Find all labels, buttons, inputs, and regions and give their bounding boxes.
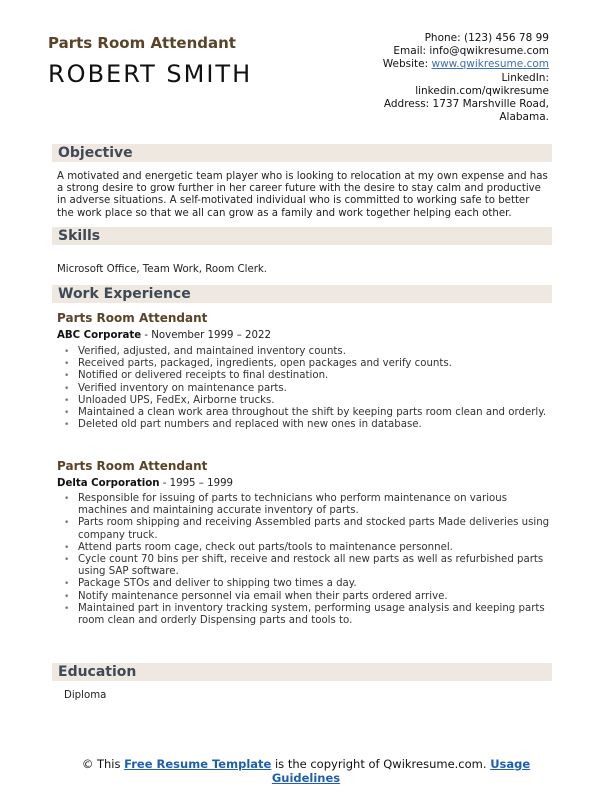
section-heading-objective: Objective bbox=[52, 144, 552, 162]
contact-website-label: Website: bbox=[382, 58, 432, 71]
contact-block bbox=[383, 32, 549, 124]
contact-email: Email: info@qwikresume.com bbox=[393, 45, 549, 58]
footer-middle: is the copyright of Qwikresume.com. bbox=[271, 757, 491, 771]
list-item: • Notify maintenance personnel via email when their parts ordered arrive. bbox=[62, 591, 550, 603]
contact-address-line2: Alabama. bbox=[499, 111, 549, 124]
contact-address-line1: Address: 1737 Marshville Road, bbox=[383, 98, 549, 111]
list-item: • Responsible for issuing of parts to technicians who perform maintenance on various machines and maintaining accurate inventory of parts. bbox=[62, 493, 550, 517]
list-item: • Received parts, packaged, ingredients, open packages and verify counts. bbox=[62, 358, 550, 370]
website-link[interactable]: www.qwikresume.com bbox=[431, 58, 549, 71]
list-item: • Unloaded UPS, FedEx, Airborne trucks. bbox=[62, 395, 550, 407]
list-item: • Maintained a clean work area throughout the shift by keeping parts room clean and orderly. bbox=[62, 407, 550, 419]
job-title-1: Parts Room Attendant bbox=[57, 311, 208, 325]
list-item: • Verified, adjusted, and maintained inventory counts. bbox=[62, 346, 550, 358]
list-item: • Deleted old part numbers and replaced with new ones in database. bbox=[62, 419, 550, 431]
contact-linkedin-label: LinkedIn: bbox=[501, 71, 549, 84]
company-name-1: ABC Corporate bbox=[57, 330, 142, 341]
job-dates-2: - 1995 – 1999 bbox=[159, 478, 234, 489]
contact-linkedin-value: linkedin.com/qwikresume bbox=[415, 84, 549, 97]
list-item: • Cycle count 70 bins per shift, receive and restock all new parts as well as refurbished parts using SAP software. bbox=[62, 554, 550, 578]
skills-text: Microsoft Office, Team Work, Room Clerk. bbox=[57, 264, 268, 275]
copyright-footer bbox=[0, 757, 612, 785]
list-item: • Parts room shipping and receiving Assembled parts and stocked parts Made deliveries using company truck. bbox=[62, 517, 550, 541]
list-item: • Notified or delivered receipts to final destination. bbox=[62, 370, 550, 382]
education-text: Diploma bbox=[64, 690, 107, 701]
job-title-2: Parts Room Attendant bbox=[57, 459, 208, 473]
job-bullets-1 bbox=[62, 346, 550, 431]
usage-link-part1: Usage bbox=[490, 757, 531, 771]
contact-phone: Phone: (123) 456 78 99 bbox=[424, 32, 549, 44]
list-item: • Package STOs and deliver to shipping two times a day. bbox=[62, 578, 550, 590]
list-item: • Verified inventory on maintenance parts. bbox=[62, 383, 550, 395]
candidate-name: ROBERT SMITH bbox=[48, 60, 253, 88]
free-resume-template-link[interactable]: Free Resume Template bbox=[124, 757, 272, 771]
job-company-line-2 bbox=[57, 478, 233, 489]
section-heading-skills: Skills bbox=[52, 227, 552, 245]
company-name-2: Delta Corporation bbox=[57, 478, 160, 489]
footer-prefix: © This bbox=[81, 757, 125, 771]
section-heading-education: Education bbox=[52, 663, 552, 681]
contact-website bbox=[383, 58, 549, 71]
list-item: • Maintained part in inventory tracking system, performing usage analysis and keeping parts room clean and orderly Dispensing parts and tools to. bbox=[62, 603, 550, 627]
list-item: • Attend parts room cage, check out parts/tools to maintenance personnel. bbox=[62, 542, 550, 554]
header-job-title: Parts Room Attendant bbox=[48, 34, 236, 52]
job-dates-1: - November 1999 – 2022 bbox=[141, 330, 271, 341]
usage-link-part2: Guidelines bbox=[271, 771, 341, 785]
job-company-line-1 bbox=[57, 330, 271, 341]
job-bullets-2 bbox=[62, 493, 550, 627]
section-heading-experience: Work Experience bbox=[52, 285, 552, 303]
objective-text: A motivated and energetic team player who is looking to relocation at my own expense and has a strong desire to grow further in her career future with the desire to stay calm and productive in adverse situations. A self-motivated individual who is committed to working safe to better the work place so that we all can grow as a family and work together helping each other. bbox=[57, 171, 548, 219]
